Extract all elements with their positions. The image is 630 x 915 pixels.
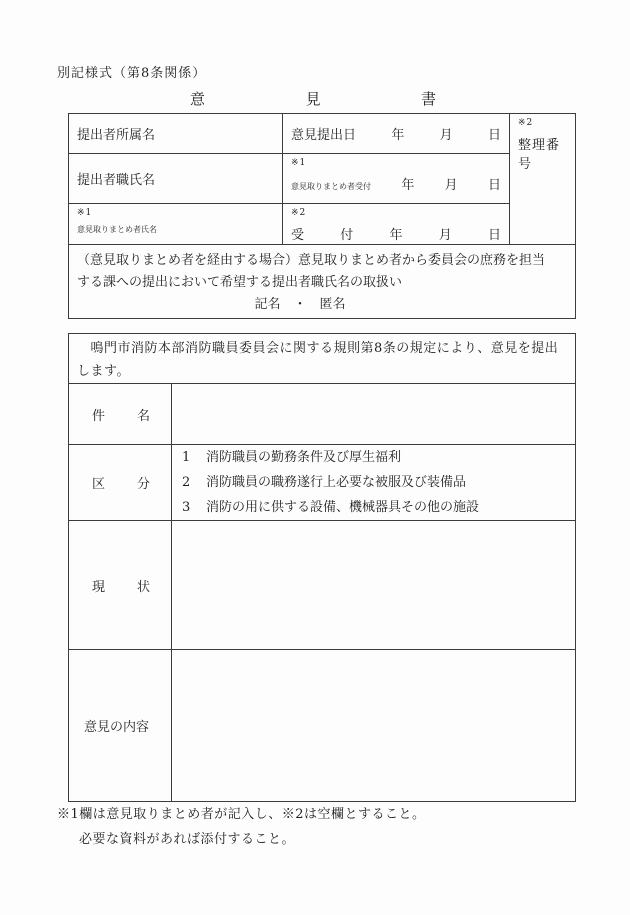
coordinator-receipt-label: 意見取りまとめ者受付 [291,182,371,191]
opinion-content-label: 意見の内容 [84,720,150,735]
current-state-row [69,521,576,650]
opinion-table [68,333,576,802]
footnote-line2: 必要な資料があれば添付すること。 [79,832,296,847]
day-label: 日 [487,178,501,193]
opinion-content-label-cell [69,650,172,802]
title-char: 見 [305,90,321,108]
receipt-date-cell [283,204,510,245]
day-label: 日 [487,228,501,243]
submitter-name-label: 提出者職氏名 [77,173,156,188]
submitter-affiliation-cell [69,114,283,154]
submitter-name-cell [69,154,283,204]
ref2-mark: ※2 [518,118,534,128]
submitter-affiliation-label: 提出者所属名 [77,128,156,143]
reference-number-label: 整理番号 [518,138,561,172]
submission-date-label: 意見提出日 [291,128,357,143]
category-label-char: 区 [92,477,106,492]
subject-label-char: 件 [92,408,106,424]
subject-row [69,384,576,445]
handling-note-line1: （意見取りまとめ者を経由する場合）意見取りまとめ者から委員会の庶務を担当 [77,253,546,268]
header-row-4 [69,245,576,319]
category-label-cell [69,445,172,521]
category-row [69,445,576,521]
ref1-mark: ※1 [291,158,307,168]
month-label: 月 [444,178,458,193]
submission-date-cell [283,114,510,154]
header-row-1 [69,114,576,154]
preamble-line1: 鳴門市消防本部消防職員委員会に関する規則第8条の規定により、意見を提出 [77,341,559,356]
header-row-2 [69,154,576,204]
current-state-label-char: 現 [92,579,106,595]
ref2-mark: ※2 [291,208,307,218]
footnote-line1: ※1欄は意見取りまとめ者が記入し、※2は空欄とすること。 [57,807,426,822]
preamble-cell [69,334,576,384]
name-handling-cell [69,245,576,319]
footnotes [57,802,426,852]
header-row-3 [69,204,576,245]
current-state-label-cell [69,521,172,650]
day-label: 日 [487,128,501,143]
category-options-cell [172,445,576,521]
form-style-note: 別記様式（第8条関係） [57,66,207,81]
subject-label-cell [69,384,172,445]
receipt-char: 付 [340,228,354,243]
month-label: 月 [439,128,453,143]
year-label: 年 [391,128,405,143]
form-title [190,88,436,109]
subject-label-char: 名 [136,408,150,424]
category-option-1: 1 消防職員の勤務条件及び厚生福利 [182,450,402,465]
opinion-content-row [69,650,576,802]
title-char: 書 [420,90,436,108]
month-label: 月 [438,228,452,243]
preamble-line2: します。 [77,364,130,379]
coordinator-name-label: 意見取りまとめ者氏名 [77,225,157,234]
reference-number-cell [510,114,576,245]
year-label: 年 [401,178,415,193]
header-table [68,113,576,319]
subject-input-cell [172,384,576,445]
handling-choice: 記名 ・ 匿名 [254,297,346,312]
handling-note-line2: する課への提出において希望する提出者職氏名の取扱い [77,275,403,290]
year-label: 年 [389,228,403,243]
opinion-content-input-cell [172,650,576,802]
receipt-char: 受 [291,228,305,243]
category-option-2: 2 消防職員の職務遂行上必要な被服及び装備品 [182,475,467,490]
coordinator-name-cell [69,204,283,245]
preamble-row [69,334,576,384]
coordinator-receipt-cell [283,154,510,204]
current-state-label-char: 状 [136,579,150,595]
current-state-input-cell [172,521,576,650]
category-option-3: 3 消防の用に供する設備、機械器具その他の施設 [182,500,480,515]
title-char: 意 [190,90,206,108]
category-label-char: 分 [136,477,150,492]
ref1-mark: ※1 [77,208,93,218]
